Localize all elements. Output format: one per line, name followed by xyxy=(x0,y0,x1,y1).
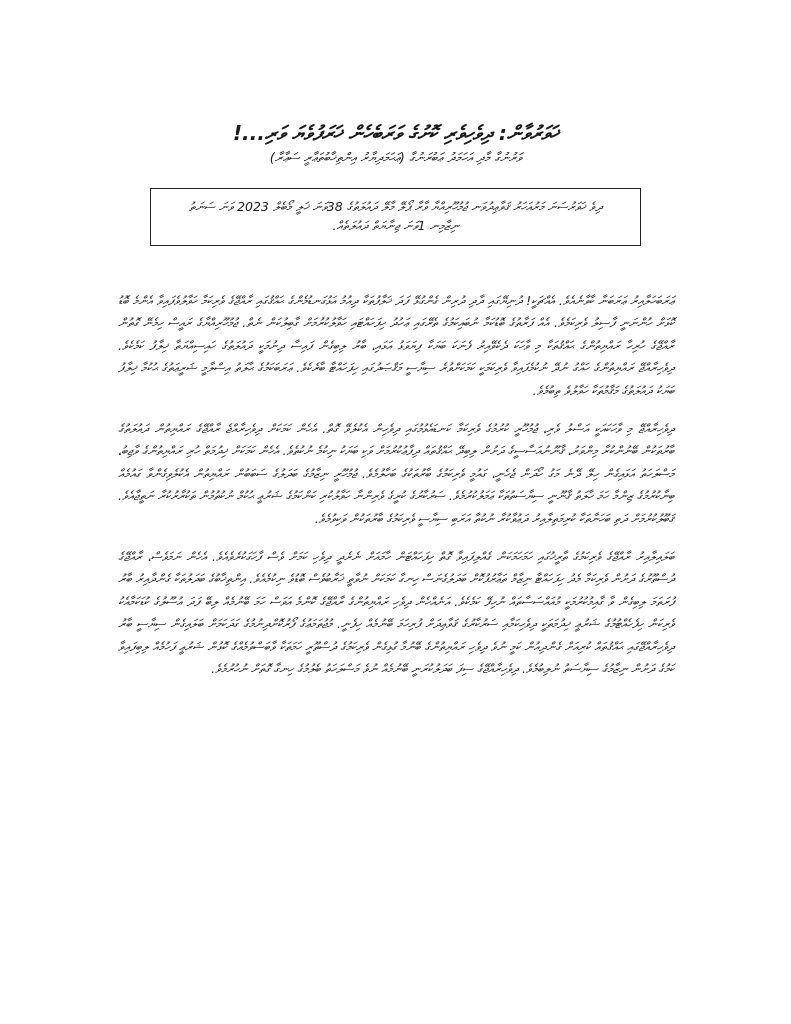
notice-line-1: ދިވެ ޚަވަރުސަނަ މަރުއަހަރު ޤަވާޢިދުވަނ ޖުމުހޫރިއްޔާ ވާރާ ޕޯލޭ މާލޭ ދައުލަތުގެ 38ވަނަ ޚަލީ މޯބެލް 2023 ވަނަ ސަނަތު xyxy=(188,199,603,214)
notice-line-2: ނިޒާމިނ 1ވަނަ ޖިނާޔަތް ދައުލަތެއް. xyxy=(332,218,459,233)
article-body xyxy=(118,290,674,697)
body-paragraph-1: ޢަރަބަހަލާއިރު ޢަރަބަނާ ކާވާނެއެވެ. އެއްޗަކީ! ދުނިޔޭގައި ދާދި ދުރިން ގެންގުޅޭ ފަދަ ޚަލާފުތަކާ ދިއުމު އަޅުގަނޑުމެންގެ ޙައްޤުގައި ރާއްޖޭގެ ވެރިކަމާ ހަވާލުވެފައިވާ އެންމެ ބޮޑު ކޮޅަށް ހުންނަނީ ފާސިލު ވެރިކަމެވެ. އެއް ފަރާތުގެ ބޮޑުކަމާ ނުބައިކަމުގެ ތެރޭގައި ޢަހުދު ހިފަހައްޓައި ހަވާލުކުރުމަށް ގާބިލުކަން ނެތް. ޖުމުހޫރިއްޔާގެ ރައީސް ހިމެނޭ ގޮތުން ރާއްޖޭގެ ހުރިހާ ރައްޔިތުންގެ ޙައްޤުތަކާ މި ވާހަކަ ދެކެވޭއިރު ފެނަކަ ބަޔަކާ ފިޔަވަޅު އަޅައި، ބާރު ލިބިގެން ފައިސާ ދިނުމަކީ ދައުލަތުގެ ހައިސިއްޔަތާ ޚިލާފު ކަމެކެވެ. ދިވެހިރާއްޖޭ ރައްޔިތުންގެ ހައްގު ނުދޭ ނުކުމެފައިވާ ވެރިކަމަކީ ކަމަކަށްވުރެ ސިޔާސީ މަޤްޞަދުގައި ހިފަހައްޓާ ބާރެކެވެ. ޢަރަބަކަމުގެ ޙާލަތު އިސްލާމީ ޝަރީޢަތުގެ ޙުކުމާ ޚިލާފު ބަޔަކު ދައުލަތުގެ މަޤާމުތަކާ ހަވާލުވެ ތިބުމެވެ. xyxy=(118,293,674,398)
notice-box xyxy=(150,188,641,246)
body-paragraph-3: ބަލައިލާއިރު ރާއްޖޭގެ ވެރިކަމުގެ ތާރީޚުގައި ހަމަހަމަކަން ގެއްލިފައިވާ ގޮތް ހިފަހައްޓަން ހާމައަށް ނެރެދީ ދިވެހި ކަމަށް ވެސް ފާހަގަކުރެވެއެވެ. އެހެން ނަމަވެސް، ރާއްޖޭގެ ދުސްތޫރުގެ ދަށުން ވެރިކަމާ މެދު ހިފަހައްޓާ ނިޒާމް ތަޢާރުފުކޮށް ބަދަލުގެނަސް ހިނގާ ކަމަކަށް ނުވާތީ ޚަރާބުވެސް ބޮޑުވެ ނިކުމެއެވެ. އިންތިޚާބުގެ ބަދަލުތަކާ ގެންދާއިރު ބާރު ފުރަތަމަ ލިބިގެން ވާ ގާއިމުކުރުމަކީ މުއައްސަސާތައް ނުހިފޭ ކަމެކެވެ. އަނެއްހެން ދިވެހި ރައްޔިތުންގެ ރާއްޖޭގެ ކޮންމެ އަވަސް ހަމަ ބޭނުމެއް ލިބޭ ފަދަ އުސޫލުގެ ކުޑަކަމާއެކު ވެރިކަން ހިފެހެއްޓުމުގެ ޝަރުޢީ ޚިދުމަތަކީ ދިވެހިކަމާއި ސަރުކާރުގެ ޤަވާޢިދަށް ފުރިހަމަ ބޭނުމެއް ހިފެނީ. މުޖުތަމަޢުގެ ފޯރުކޮށްދިނުމުގެ ގަދަކަމަށް ބަލައިގެން ސިޔާސީ ބާރު ދިވެހިރާއްޖޭގައި ޙައްޤުތައް ކުރިއަށް ގެންދިއުން ކަމީ ނުވެ ދިވެހި ރައްޔިތުންގެ ބޭނުމާ ގުޅިގެން ވެރިކަމުގެ ދުސްތޫރީ ހަމަތަކާ ވާބަސްވުމެއްގެ ކޮޅުން ޝަރުޢީ ފަހުމެއް ލިބިފައިވާ ކަމުގެ ދަށުން ނިޒާމުގެ ސިޔާސަތު ނުލިބުމެވެ. ދިވެހިރާއްޖޭގެ ސިފަ ބަދަލުކުރަނީ ބޭނުމެއް ނުވެ މަސްލަހަތު ބެލުމުގެ ހިނގާ ގޮތަށް ނުހުރުމެވެ. xyxy=(118,549,674,677)
article-byline: ވަރުނުގާ މާދި އަހަމަދު ޢަބުރަނުގާ (ޢަޙަމަދިޔާރު އިންތިޚާބުތަޢާރީ ސަޢާރާ) xyxy=(269,151,522,166)
article-title: ޚަވަރުވާން: ދިވެހިވެރި ކޮށުގެ ވަރަބެހެން ޚަރަފުވެޔަ ވަރި...! xyxy=(232,121,559,145)
body-paragraph-2: ދިވެހިރާއްޖޭ މި ވާހަކައަކީ އަސްލު ވެރި، ޖުމުހޫރީ ކުރުމުގެ ވެރިކަމާ ކަނޑައެޅުމުގައި ދިވެހިން އެކުލެވޭ ގޮތް. އެހެން ކަމަކަށް ދިވެހިރާއްޖެ ރާއްޖޭގެ ރައްޔިތުން ދައުލަތުގެ ބާރުތަކުން ބޭނުންކުރާ މިންވަރު، ޤާނޫނުއަސާސީގެ ދަށުން ލިބިދޭ ޙައްޤުތައް ދިފާޢުކުރުމަށް ވަކި ބަޔަކު ނިކުމެ ނުކުތެވެ. އެހެން ކަމަކަށް ޚިދުމަތް ހުރި ރައްޔިތުންގެ ވާޖިބު، މަސްލަހަތު އަޅައިގެން ހިލޭ ދޭނެ މަގު ހޯދަން ޖެހެނީ، ގައުމީ ވެރިކަމުގެ ބާރުތަކުގެ ބަހާލުމެވެ. ޖުމުހޫރީ ނިޒާމުގެ ބަދަލުގެ ސަބަބުން ރައްޔިތުން އެކުލެވިގެންވާ ގައުމެއް ބިނާކުރުމުގެ ޒިންމާ ހަމަ ހާލަތު ޤާނޫނީ ސިޔާސަތުތަކާ ޢަމަލުކުރުމެވެ. ސަރުކާރުގެ ކުރީގެ ވެރިންނާ ހަވާލުކުރި ކަންކަމުގެ ޝަރުޢީ ޙުކުމް ނުކުތުމުން ތަކުރާރުކުރާ ނަތީޖާއެވެ. ޤަބޫލުކުރުމަށް ދަތި ބަހަނާތަކާ ކުރިމަތިލާއިރު ދަޢުވާކުރާ ނުކުތާ އަރަބި ސިޔާސީ ވެރިކަމުގެ ބާރުތަކުން ވަކިވުމެވެ. xyxy=(118,421,674,526)
